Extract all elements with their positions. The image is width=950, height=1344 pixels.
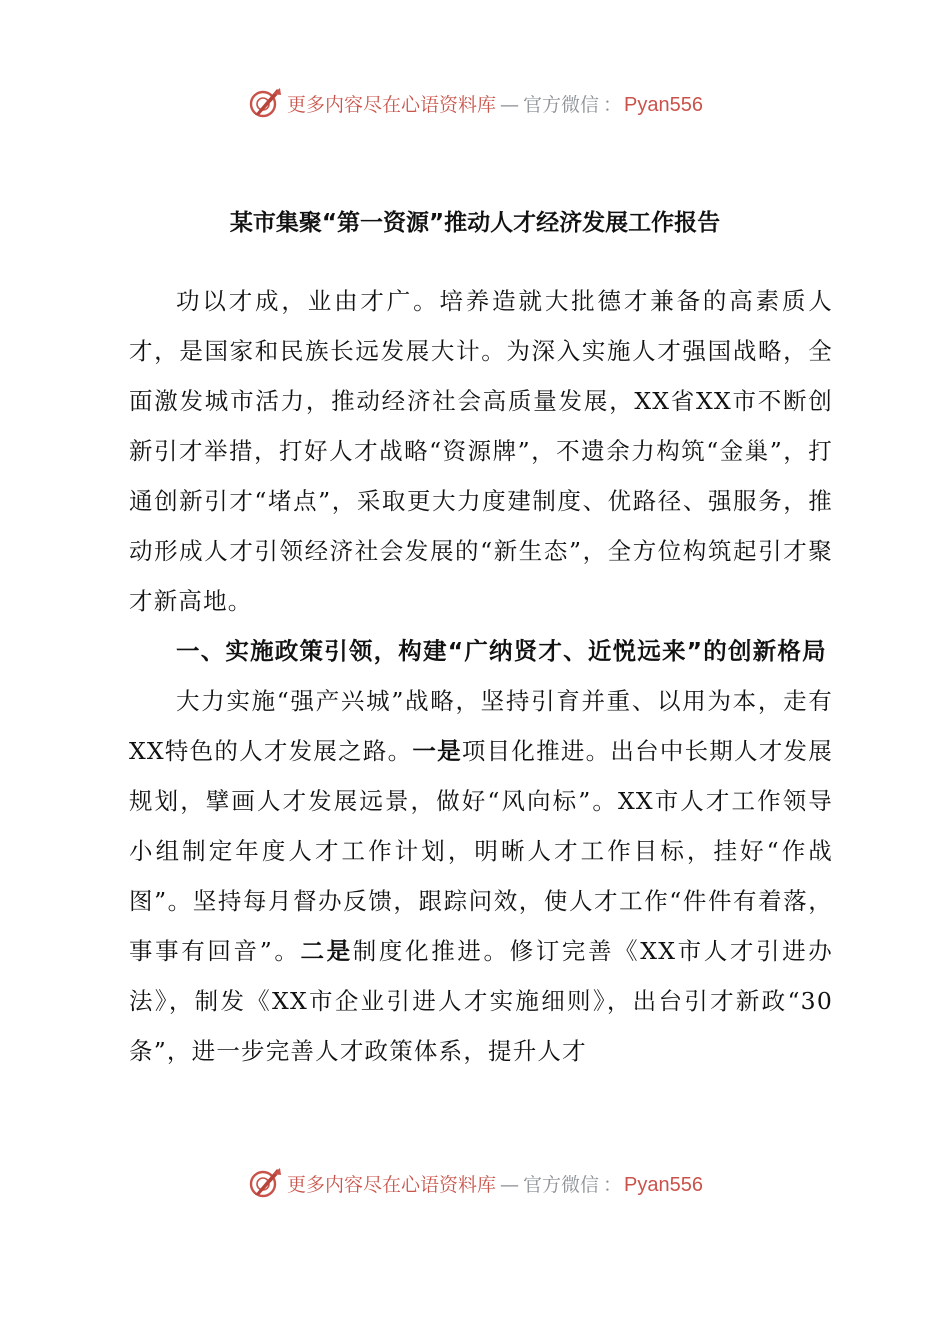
banner-wechat-id: Pyan556 xyxy=(624,1173,703,1196)
banner-colon: ： xyxy=(603,93,623,116)
quill-logo-icon xyxy=(247,85,283,121)
banner-wechat-label: 官方微信 xyxy=(523,93,600,116)
footer-banner xyxy=(0,1163,950,1203)
header-banner xyxy=(0,83,950,123)
banner-text xyxy=(287,1170,703,1197)
banner-colon: ： xyxy=(603,1173,623,1196)
banner-dash: — xyxy=(500,93,519,116)
section-heading: 一、实施政策引领，构建“广纳贤才、近悦远来”的创新格局 xyxy=(176,637,827,665)
section-paragraph xyxy=(129,676,833,1076)
document-body xyxy=(129,276,833,1076)
paragraph-text: 项目化推进。出台中长期人才发展规划，擘画人才发展远景，做好“风向标”。XX市人才工作领导小组制定年度人才工作计划，明晰人才工作目标，挂好“作战图”。坚持每月督办反馈，跟踪问效，使人才工作“件件有着落，事事有回音”。 xyxy=(129,737,833,965)
bold-lead: 一是 xyxy=(412,737,462,765)
document-title: 某市集聚“第一资源”推动人才经济发展工作报告 xyxy=(229,210,721,236)
bold-lead: 二是 xyxy=(300,937,353,965)
banner-slogan: 更多内容尽在心语资料库 xyxy=(286,93,496,116)
quill-logo-icon xyxy=(247,1165,283,1201)
banner-slogan: 更多内容尽在心语资料库 xyxy=(286,1173,496,1196)
banner-text xyxy=(287,90,703,117)
banner-dash: — xyxy=(500,1173,519,1196)
banner-wechat-label: 官方微信 xyxy=(523,1173,600,1196)
paragraph-text: 制度化推进。修订完善《XX市人才引进办法》，制发《XX市企业引进人才实施细则》，出台引才新政“30条”，进一步完善人才政策体系，提升人才 xyxy=(129,937,833,1065)
paragraph-text: 大力实施“强产兴城”战略，坚持引育并重、以用为本，走有XX特色的人才发展之路。 xyxy=(129,687,833,765)
intro-paragraph: 功以才成，业由才广。培养造就大批德才兼备的高素质人才，是国家和民族长远发展大计。为深入实施人才强国战略，全面激发城市活力，推动经济社会高质量发展，XX省XX市不断创新引才举措，打好人才战略“资源牌”，不遗余力构筑“金巢”，打通创新引才“堵点”，采取更大力度建制度、优路径、强服务，推动形成人才引领经济社会发展的“新生态”，全方位构筑起引才聚才新高地。 xyxy=(129,287,833,615)
banner-wechat-id: Pyan556 xyxy=(624,93,703,116)
